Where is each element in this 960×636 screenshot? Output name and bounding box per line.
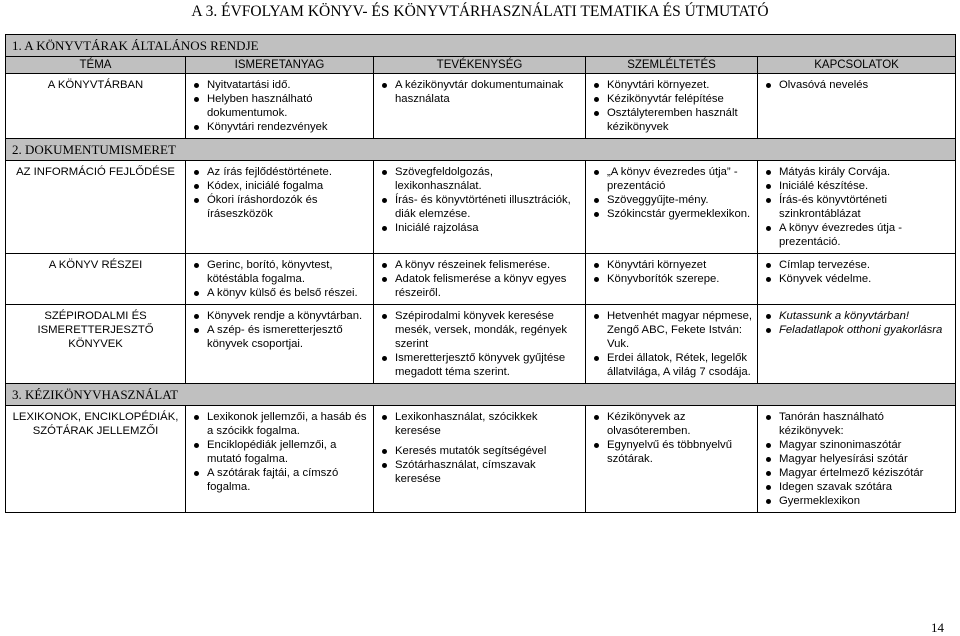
bullet-icon <box>766 277 771 282</box>
list-item <box>190 438 369 466</box>
list-item <box>762 165 951 179</box>
list-item <box>590 438 753 466</box>
item-text: Magyar helyesírási szótár <box>779 453 908 465</box>
list-item <box>590 193 753 207</box>
header-ismeretanyag: ISMERETANYAG <box>186 57 374 74</box>
item-text: Írás-és könyvtörténeti szinkrontáblázat <box>779 194 887 220</box>
list-item <box>762 323 951 337</box>
list-item <box>590 165 753 193</box>
bullet-icon <box>382 198 387 203</box>
list-item <box>190 165 369 179</box>
list-item <box>190 323 369 351</box>
item-text: Lexikonok jellemzői, a hasáb és a szócikk fogalma. <box>207 411 367 437</box>
list-item <box>190 286 369 300</box>
header-szemleltetes: SZEMLÉLTETÉS <box>586 57 758 74</box>
tevekenyseg-cell <box>374 305 586 384</box>
bullet-icon <box>194 170 199 175</box>
table-row <box>6 161 956 254</box>
list-item <box>378 309 581 351</box>
bullet-icon <box>382 463 387 468</box>
bullet-icon <box>382 83 387 88</box>
list-item <box>762 494 951 508</box>
bullet-icon <box>194 328 199 333</box>
header-tevekenyseg: TEVÉKENYSÉG <box>374 57 586 74</box>
table-row <box>6 254 956 305</box>
topic-label: A KÖNYV RÉSZEI <box>48 259 143 271</box>
item-text: Ismeretterjesztő könyvek gyűjtése megadott téma szerint. <box>395 352 566 378</box>
item-text: Kézikönyvtár felépítése <box>607 93 724 105</box>
item-text: Feladatlapok otthoni gyakorlásra <box>779 324 943 336</box>
list-item <box>190 466 369 494</box>
bullet-icon <box>194 83 199 88</box>
list-item <box>590 309 753 351</box>
ismeretanyag-cell <box>186 161 374 254</box>
list-item <box>590 258 753 272</box>
ismeretanyag-cell <box>186 74 374 139</box>
bullet-icon <box>766 443 771 448</box>
bullet-icon <box>194 263 199 268</box>
list-item <box>378 272 581 300</box>
list-item <box>762 410 951 438</box>
topic-label: LEXIKONOK, ENCIKLOPÉDIÁK, SZÓTÁRAK JELLEMZŐI <box>12 411 179 437</box>
tevekenyseg-cell <box>374 74 586 139</box>
table-row <box>6 406 956 513</box>
bullet-icon <box>766 415 771 420</box>
bullet-icon <box>382 170 387 175</box>
topic-cell <box>6 254 186 305</box>
list-item <box>190 120 369 134</box>
ismeretanyag-cell <box>186 305 374 384</box>
bullet-icon <box>594 415 599 420</box>
list-item <box>378 258 581 272</box>
bullet-icon <box>382 314 387 319</box>
bullet-icon <box>194 314 199 319</box>
list-item <box>762 78 951 92</box>
table-row <box>6 305 956 384</box>
bullet-icon <box>382 263 387 268</box>
list-item <box>762 438 951 452</box>
topic-cell <box>6 406 186 513</box>
bullet-icon <box>594 263 599 268</box>
kapcsolatok-cell <box>758 161 956 254</box>
section-heading: 1. A KÖNYVTÁRAK ÁLTALÁNOS RENDJE <box>6 35 956 57</box>
list-item <box>762 258 951 272</box>
ismeretanyag-cell <box>186 406 374 513</box>
header-tema: TÉMA <box>6 57 186 74</box>
item-text: Gerinc, borító, könyvtest, kötéstábla fogalma. <box>207 259 333 285</box>
bullet-icon <box>194 443 199 448</box>
item-text: Egynyelvű és többnyelvű szótárak. <box>607 439 732 465</box>
bullet-icon <box>766 499 771 504</box>
bullet-icon <box>766 83 771 88</box>
column-header-row <box>6 57 956 74</box>
section-heading: 2. DOKUMENTUMISMERET <box>6 139 956 161</box>
topic-cell <box>6 161 186 254</box>
item-text: Könyvtári rendezvények <box>207 121 328 133</box>
bullet-icon <box>194 471 199 476</box>
item-text: Idegen szavak szótára <box>779 481 893 493</box>
szemleltetes-cell <box>586 161 758 254</box>
bullet-icon <box>594 97 599 102</box>
item-text: Szépirodalmi könyvek keresése mesék, versek, mondák, regények szerint <box>395 310 568 350</box>
bullet-icon <box>766 457 771 462</box>
item-text: Adatok felismerése a könyv egyes részeiről. <box>395 273 567 299</box>
bullet-icon <box>594 170 599 175</box>
bullet-icon <box>594 212 599 217</box>
list-item <box>190 410 369 438</box>
bullet-icon <box>194 125 199 130</box>
list-item <box>190 78 369 92</box>
item-text: Könyvek védelme. <box>779 273 872 285</box>
section-heading: 3. KÉZIKÖNYVHASZNÁLAT <box>6 384 956 406</box>
item-text: Könyvek rendje a könyvtárban. <box>207 310 363 322</box>
list-item <box>590 410 753 438</box>
bullet-icon <box>382 226 387 231</box>
list-item <box>590 106 753 134</box>
list-item <box>378 410 581 438</box>
section-row-3 <box>6 384 956 406</box>
list-item <box>590 78 753 92</box>
item-text: Nyitvatartási idő. <box>207 79 291 91</box>
bullet-icon <box>766 184 771 189</box>
item-text: A könyv részeinek felismerése. <box>395 259 551 271</box>
section-row-2 <box>6 139 956 161</box>
list-item <box>762 272 951 286</box>
section-row-1 <box>6 35 956 57</box>
kapcsolatok-cell <box>758 406 956 513</box>
list-item <box>378 351 581 379</box>
bullet-icon <box>382 356 387 361</box>
item-text: Kutassunk a könyvtárban! <box>779 310 909 322</box>
bullet-icon <box>766 314 771 319</box>
ismeretanyag-cell <box>186 254 374 305</box>
item-text: A szótárak fajtái, a címszó fogalma. <box>207 467 339 493</box>
list-item <box>590 351 753 379</box>
item-text: Az írás fejlődéstörténete. <box>207 166 332 178</box>
szemleltetes-cell <box>586 254 758 305</box>
bullet-icon <box>194 415 199 420</box>
bullet-icon <box>194 291 199 296</box>
item-text: Iniciálé rajzolása <box>395 222 479 234</box>
item-text: Kézikönyvek az olvasóteremben. <box>607 411 691 437</box>
bullet-icon <box>766 198 771 203</box>
bullet-icon <box>594 111 599 116</box>
bullet-icon <box>766 328 771 333</box>
list-item <box>762 179 951 193</box>
bullet-icon <box>766 263 771 268</box>
bullet-icon <box>194 198 199 203</box>
bullet-icon <box>382 277 387 282</box>
list-item <box>762 193 951 221</box>
item-text: Kódex, iniciálé fogalma <box>207 180 324 192</box>
bullet-icon <box>594 443 599 448</box>
bullet-icon <box>766 485 771 490</box>
item-text: Lexikonhasználat, szócikkek keresése <box>395 411 538 437</box>
item-text: Erdei állatok, Rétek, legelők állatvilága, A világ 7 csodája. <box>607 352 751 378</box>
list-item <box>378 444 581 458</box>
tevekenyseg-cell <box>374 406 586 513</box>
item-text: Könyvborítók szerepe. <box>607 273 720 285</box>
item-text: Magyar értelmező kéziszótár <box>779 467 924 479</box>
topic-cell <box>6 74 186 139</box>
page-number: 14 <box>931 620 944 635</box>
topic-cell <box>6 305 186 384</box>
topic-label: AZ INFORMÁCIÓ FEJLŐDÉSE <box>16 166 175 178</box>
list-item <box>762 466 951 480</box>
curriculum-table <box>5 34 956 513</box>
item-text: Keresés mutatók segítségével <box>395 445 547 457</box>
item-text: Szótárhasználat, címszavak keresése <box>395 459 536 485</box>
kapcsolatok-cell <box>758 305 956 384</box>
bullet-icon <box>594 83 599 88</box>
item-text: Ókori íráshordozók és íráseszközök <box>207 194 318 220</box>
szemleltetes-cell <box>586 406 758 513</box>
list-item <box>190 92 369 120</box>
list-item <box>590 272 753 286</box>
list-item <box>190 193 369 221</box>
list-item <box>378 78 581 106</box>
document-title: A 3. ÉVFOLYAM KÖNYV- ÉS KÖNYVTÁRHASZNÁLATI TEMATIKA ÉS ÚTMUTATÓ <box>191 3 769 20</box>
item-text: A könyv külső és belső részei. <box>207 287 358 299</box>
item-text: Írás- és könyvtörténeti illusztrációk, diák elemzése. <box>395 194 571 220</box>
item-text: Szókincstár gyermeklexikon. <box>607 208 751 220</box>
item-text: A kézikönyvtár dokumentumainak használata <box>395 79 564 105</box>
item-text: A szép- és ismeretterjesztő könyvek csoportjai. <box>207 324 343 350</box>
bullet-icon <box>766 471 771 476</box>
bullet-icon <box>594 277 599 282</box>
bullet-icon <box>594 356 599 361</box>
item-text: Tanórán használható kézikönyvek: <box>779 411 884 437</box>
item-text: Hetvenhét magyar népmese, Zengő ABC, Fekete István: Vuk. <box>607 310 753 350</box>
list-item <box>762 452 951 466</box>
item-text: Magyar szinonimaszótár <box>779 439 902 451</box>
list-item <box>378 165 581 193</box>
bullet-icon <box>766 226 771 231</box>
list-item <box>762 480 951 494</box>
item-text: Mátyás király Corvája. <box>779 166 891 178</box>
bullet-icon <box>382 415 387 420</box>
item-text: A könyv évezredes útja - prezentáció. <box>779 222 903 248</box>
bullet-icon <box>594 198 599 203</box>
item-text: Címlap tervezése. <box>779 259 871 271</box>
kapcsolatok-cell <box>758 74 956 139</box>
bullet-icon <box>194 184 199 189</box>
list-item <box>378 221 581 235</box>
item-text: Osztályteremben használt kézikönyvek <box>607 107 738 133</box>
list-item <box>590 92 753 106</box>
table-row <box>6 74 956 139</box>
bullet-icon <box>382 449 387 454</box>
szemleltetes-cell <box>586 305 758 384</box>
header-kapcsolatok: KAPCSOLATOK <box>758 57 956 74</box>
bullet-icon <box>766 170 771 175</box>
item-text: Iniciálé készítése. <box>779 180 869 192</box>
item-text: Szövegfeldolgozás, lexikonhasználat. <box>395 166 493 192</box>
list-item <box>590 207 753 221</box>
topic-label: A KÖNYVTÁRBAN <box>47 79 144 91</box>
list-item <box>762 309 951 323</box>
tevekenyseg-cell <box>374 161 586 254</box>
bullet-icon <box>194 97 199 102</box>
list-item <box>378 458 581 486</box>
tevekenyseg-cell <box>374 254 586 305</box>
list-item <box>378 193 581 221</box>
item-text: Szöveggyűjte-mény. <box>607 194 709 206</box>
topic-label: SZÉPIRODALMI ÉS ISMERETTERJESZTŐ KÖNYVEK <box>37 310 154 350</box>
item-text: Helyben használható dokumentumok. <box>207 93 313 119</box>
item-text: Enciklopédiák jellemzői, a mutató fogalma. <box>207 439 337 465</box>
item-text: Gyermeklexikon <box>779 495 860 507</box>
item-text: „A könyv évezredes útja” - prezentáció <box>607 166 738 192</box>
szemleltetes-cell <box>586 74 758 139</box>
bullet-icon <box>594 314 599 319</box>
item-text: Könyvtári környezet. <box>607 79 710 91</box>
list-item <box>190 258 369 286</box>
item-text: Könyvtári környezet <box>607 259 707 271</box>
list-item <box>190 179 369 193</box>
item-text: Olvasóvá nevelés <box>779 79 869 91</box>
list-item <box>762 221 951 249</box>
list-item <box>190 309 369 323</box>
kapcsolatok-cell <box>758 254 956 305</box>
